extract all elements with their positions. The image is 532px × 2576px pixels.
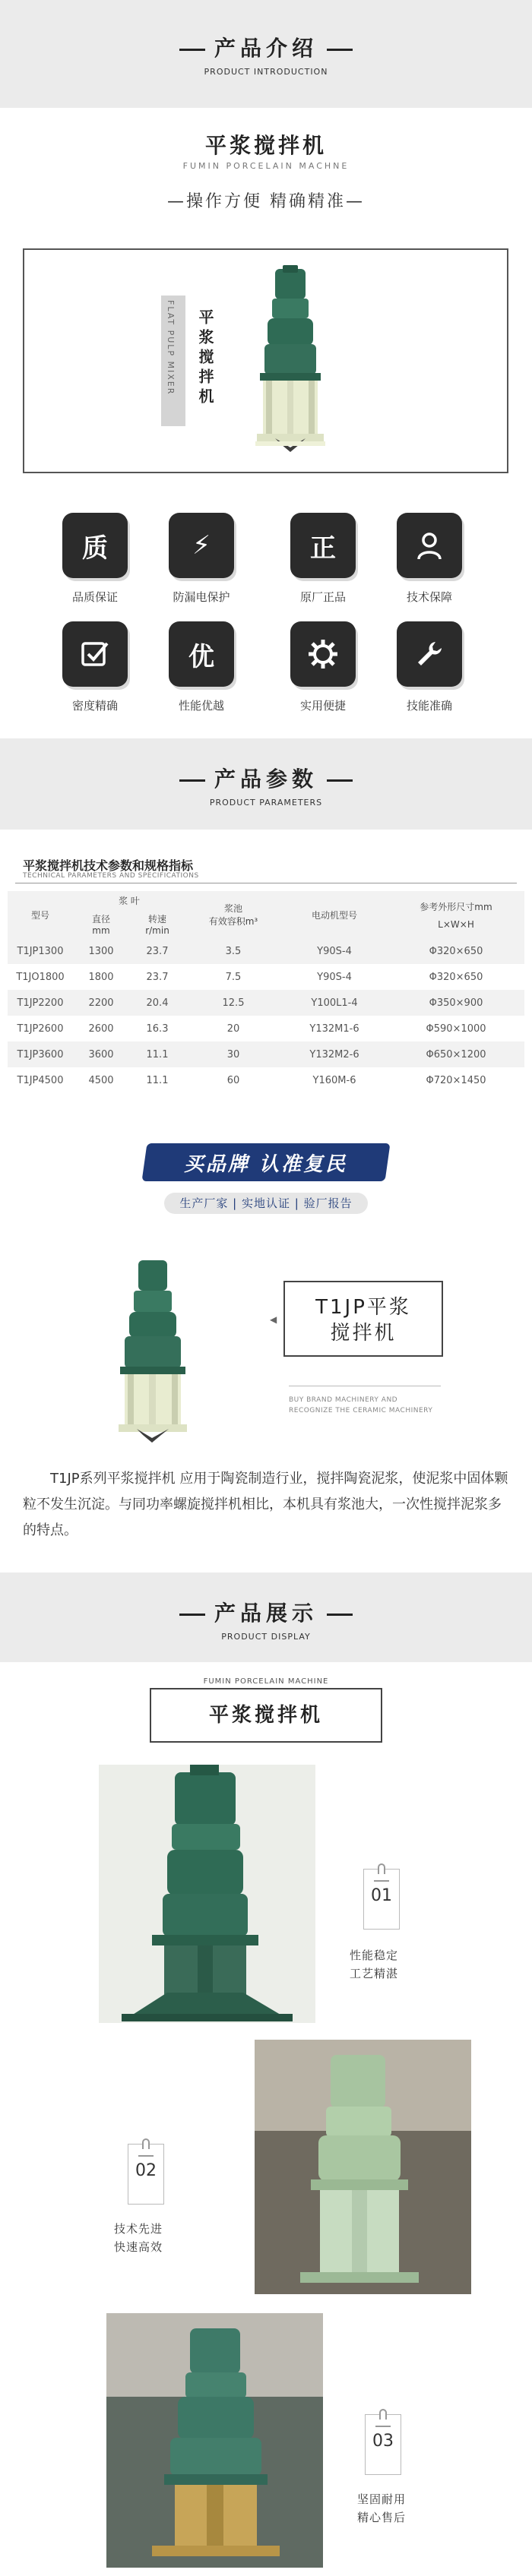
th-impeller: 浆 叶 (73, 891, 185, 909)
triangle-left-icon: ◀ (270, 1314, 277, 1325)
brand-sub: 生产厂家 | 实地认证 | 验厂报告 (164, 1193, 368, 1214)
caption: 坚固耐用 精心售后 (357, 2492, 407, 2524)
feature-item (160, 621, 243, 713)
intro-banner (0, 0, 532, 108)
checkbox-icon (62, 621, 128, 687)
wrench-icon (397, 621, 462, 687)
th-size: 参考外形尺寸mm L×W×H (388, 891, 524, 938)
table-title: 平浆搅拌机技术参数和规格指标 (23, 858, 194, 873)
th-diameter: 直径 mm (73, 909, 129, 938)
feature-label: 防漏电保护 (173, 590, 230, 604)
display-box: 平浆搅拌机 (150, 1688, 382, 1743)
quality-icon: 质 (62, 513, 128, 578)
caption: 技术先进 快速高效 (114, 2222, 163, 2254)
display-en: FUMIN PORCELAIN MACHINE (203, 1677, 329, 1686)
t1-box (283, 1281, 443, 1357)
t1-line2: 搅拌机 (330, 1322, 397, 1345)
brand-stamp: 买品牌 认准复民 (141, 1143, 390, 1181)
product-name: 平浆搅拌机 (204, 133, 327, 158)
display-banner (0, 1572, 532, 1662)
feature-item (388, 513, 471, 605)
table-row: T1JP2200 2200 20.4 12.5 Y100L1-4 Φ350×900 (8, 990, 524, 1016)
user-icon (397, 513, 462, 578)
th-model: 型号 (8, 891, 73, 938)
feature-label: 原厂正品 (299, 590, 346, 604)
params-subtitle: PRODUCT PARAMETERS (209, 798, 323, 808)
hero-en: FLAT PULP MIXER (166, 300, 176, 396)
lightning-icon: ⚡ (169, 513, 234, 578)
spec-table (8, 891, 524, 1093)
intro-title: 产品介绍 (0, 32, 532, 62)
table-row: T1JP3600 3600 11.1 30 Y132M2-6 Φ650×1200 (8, 1041, 524, 1067)
feature-label: 技能准确 (406, 699, 452, 713)
table-subtitle: TECHNICAL PARAMETERS AND SPECIFICATIONS (23, 872, 199, 880)
table-row: T1JP4500 4500 11.1 60 Y160M-6 Φ720×1450 (8, 1067, 524, 1093)
hero-cn: 平浆搅拌机 (196, 309, 214, 408)
feature-label: 密度精确 (71, 699, 118, 713)
t1-en: BUY BRAND MACHINERY AND RECOGNIZE THE CERAMIC MACHINERY (289, 1396, 433, 1414)
th-speed: 转速 r/min (129, 909, 185, 938)
th-volume: 浆池 有效容积m³ (185, 891, 281, 938)
product-photo (99, 1765, 315, 2023)
hero-frame (23, 248, 508, 473)
feature-item (281, 621, 365, 713)
display-title: 产品展示 (0, 1597, 532, 1627)
hero-tag (161, 296, 219, 426)
table-row: T1JO1800 1800 23.7 7.5 Y90S-4 Φ320×650 (8, 964, 524, 990)
feature-label: 实用便捷 (299, 699, 346, 713)
excellent-icon: 优 (169, 621, 234, 687)
display-subtitle: PRODUCT DISPLAY (221, 1632, 311, 1642)
table-row: T1JP2600 2600 16.3 20 Y132M1-6 Φ590×1000 (8, 1016, 524, 1041)
number-tag: 02 (128, 2144, 164, 2205)
feature-item (53, 621, 137, 713)
number-tag: 01 (363, 1869, 400, 1930)
feature-item (281, 513, 365, 605)
feature-item (53, 513, 137, 605)
mixer-image (252, 265, 336, 463)
feature-label: 性能优越 (178, 699, 224, 713)
feature-label: 技术保障 (406, 590, 452, 604)
feature-label: 品质保证 (71, 590, 118, 604)
feature-item (160, 513, 243, 605)
slogan: —操作方便 精确精准— (167, 192, 365, 211)
feature-item (388, 621, 471, 713)
product-photo (255, 2040, 471, 2294)
description: T1JP系列平浆搅拌机 应用于陶瓷制造行业，搅拌陶瓷泥浆，使泥浆中固体颗粒不发生沉淀。与同功率螺旋搅拌机相比，本机具有浆池大，一次性搅拌泥浆多的特点。 (23, 1471, 508, 1538)
t1-line1: T1JP平浆 (315, 1296, 411, 1319)
table-row: T1JP1300 1300 23.7 3.5 Y90S-4 Φ320×650 (8, 938, 524, 964)
intro-subtitle: PRODUCT INTRODUCTION (204, 67, 328, 77)
caption: 性能稳定 工艺精湛 (350, 1949, 399, 1980)
gear-icon (290, 621, 356, 687)
product-en: FUMIN PORCELAIN MACHNE (182, 161, 350, 171)
product-photo (106, 2313, 323, 2568)
number-tag: 03 (365, 2414, 401, 2475)
genuine-icon: 正 (290, 513, 356, 578)
params-banner (0, 738, 532, 830)
th-motor: 电动机型号 (281, 891, 388, 938)
mixer-image (114, 1257, 198, 1447)
params-title: 产品参数 (0, 763, 532, 793)
